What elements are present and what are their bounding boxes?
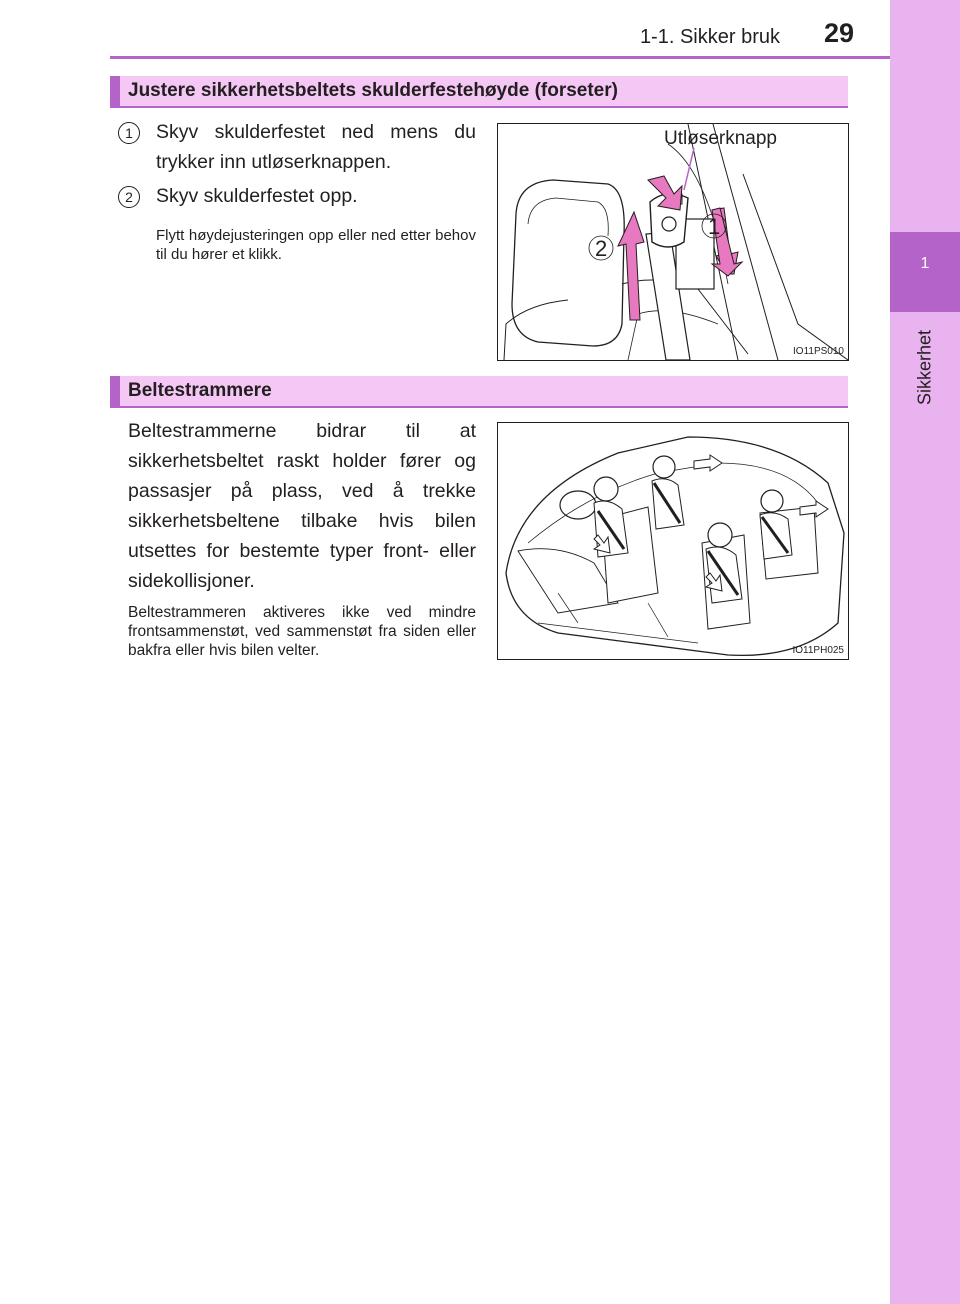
figure-code: IO11PS010 — [793, 346, 844, 357]
pretensioner-description: Beltestrammerne bidrar til at sikkerhetsbeltet raskt holder fører og passasjer på plass, ved å trekke sikkerhetsbeltene tilbake hvis bilen utsettes for bestemte typer front- eller sidekollisjoner. — [128, 420, 476, 592]
section-title: Justere sikkerhetsbeltets skulderfestehøyde (forseter) — [128, 80, 618, 101]
step-number-1: 1 — [118, 122, 140, 144]
section-heading-shoulder-anchor — [110, 76, 848, 108]
step-number-2: 2 — [118, 186, 140, 208]
figure-marker-1: 1 — [708, 214, 721, 239]
figure-code: IO11PH025 — [792, 645, 844, 656]
section-title: Beltestrammere — [128, 380, 272, 401]
side-strip — [890, 0, 960, 1304]
header-divider — [110, 56, 890, 59]
page-number: 29 — [823, 18, 855, 48]
shoulder-anchor-figure — [497, 123, 849, 361]
figure-marker-2: 2 — [595, 236, 608, 261]
pretensioner-figure — [497, 422, 849, 660]
header-section-title: 1-1. Sikker bruk — [639, 26, 780, 48]
step-text-1: Skyv skulderfestet ned mens du trykker inn utløserknappen. — [156, 121, 476, 173]
step-note: Flytt høydejusteringen opp eller ned etter behov til du hører et klikk. — [156, 227, 476, 263]
chapter-title: Sikkerhet — [914, 329, 935, 405]
shoulder-anchor-illustration — [498, 124, 848, 360]
section-heading-pretensioners — [110, 376, 848, 408]
chapter-number: 1 — [920, 255, 930, 272]
step-text-2: Skyv skulderfestet opp. — [156, 185, 358, 207]
release-button-callout: Utløserknapp — [664, 128, 777, 149]
pretensioner-note: Beltestrammeren aktiveres ikke ved mindre frontsammenstøt, ved sammenstøt fra siden eller bakfra eller hvis bilen velter. — [128, 604, 476, 659]
cabin-illustration — [498, 423, 848, 659]
